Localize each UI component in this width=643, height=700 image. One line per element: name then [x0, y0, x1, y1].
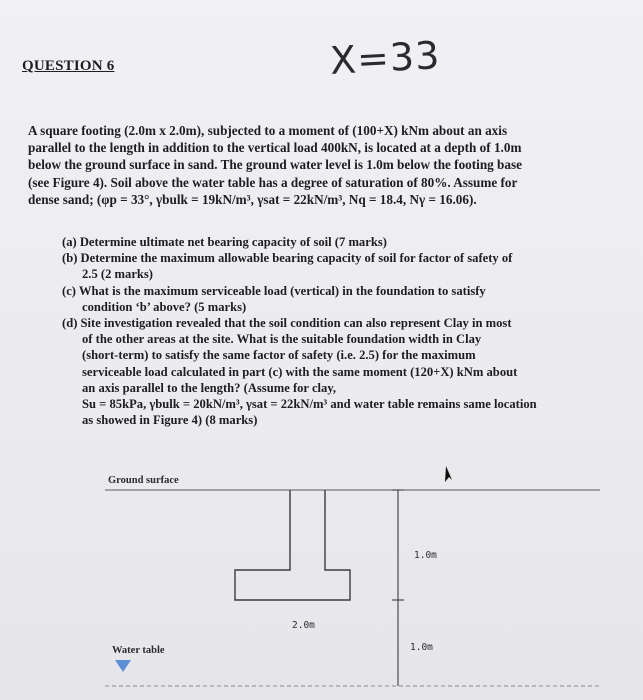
question-parts	[62, 234, 602, 428]
water-table-label: Water table	[112, 645, 165, 656]
figure-4-diagram	[0, 460, 643, 700]
part-d: (d) Site investigation revealed that the soil condition can also represent Clay in most	[62, 316, 512, 331]
part-c: (c) What is the maximum serviceable load (vertical) in the foundation to satisfy	[62, 283, 486, 298]
part-d-cont: as showed in Figure 4) (8 marks)	[82, 413, 258, 428]
part-d-cont: (short-term) to satisfy the same factor of safety (i.e. 2.5) for the maximum	[82, 348, 476, 363]
ground-surface-label: Ground surface	[108, 475, 179, 486]
width-label: 2.0m	[292, 620, 315, 631]
cursor-arrow-icon	[445, 466, 452, 482]
intro-line: A square footing (2.0m x 2.0m), subjected to a moment of (100+X) kNm about an axis	[28, 123, 508, 138]
part-d-cont: an axis parallel to the length? (Assume for clay,	[82, 380, 337, 395]
intro-line: dense sand; (φp = 33°, γbulk = 19kN/m³, γsat = 22kN/m³, Nq = 18.4, Nγ = 16.06).	[28, 191, 477, 207]
intro-line: below the ground surface in sand. The ground water level is 1.0m below the footing base	[28, 157, 522, 173]
intro-line: (see Figure 4). Soil above the water table has a degree of saturation of 80%. Assume for	[28, 174, 518, 190]
part-a: (a) Determine ultimate net bearing capacity of soil (7 marks)	[62, 235, 387, 249]
footing-outline	[235, 490, 350, 600]
part-d-cont: Su = 85kPa, γbulk = 20kN/m³, γsat = 22kN/m³ and water table remains same location	[82, 397, 537, 412]
intro-line: parallel to the length in addition to the vertical load 400kN, is located at a depth of 1.0m	[28, 140, 522, 156]
handwritten-note: X=33	[328, 33, 442, 83]
water-table-marker-icon	[115, 660, 131, 672]
part-b-cont: 2.5 (2 marks)	[82, 267, 154, 282]
question-intro	[28, 122, 608, 208]
depth-label-1: 1.0m	[414, 550, 437, 561]
part-d-cont: serviceable load calculated in part (c) with the same moment (120+X) kNm about	[82, 364, 518, 379]
part-b: (b) Determine the maximum allowable bearing capacity of soil for factor of safety of	[62, 251, 513, 266]
part-c-cont: condition ‘b’ above? (5 marks)	[82, 299, 247, 314]
depth-label-2: 1.0m	[410, 642, 433, 653]
question-title: QUESTION 6	[22, 58, 115, 74]
part-d-cont: of the other areas at the site. What is the suitable foundation width in Clay	[82, 332, 482, 347]
